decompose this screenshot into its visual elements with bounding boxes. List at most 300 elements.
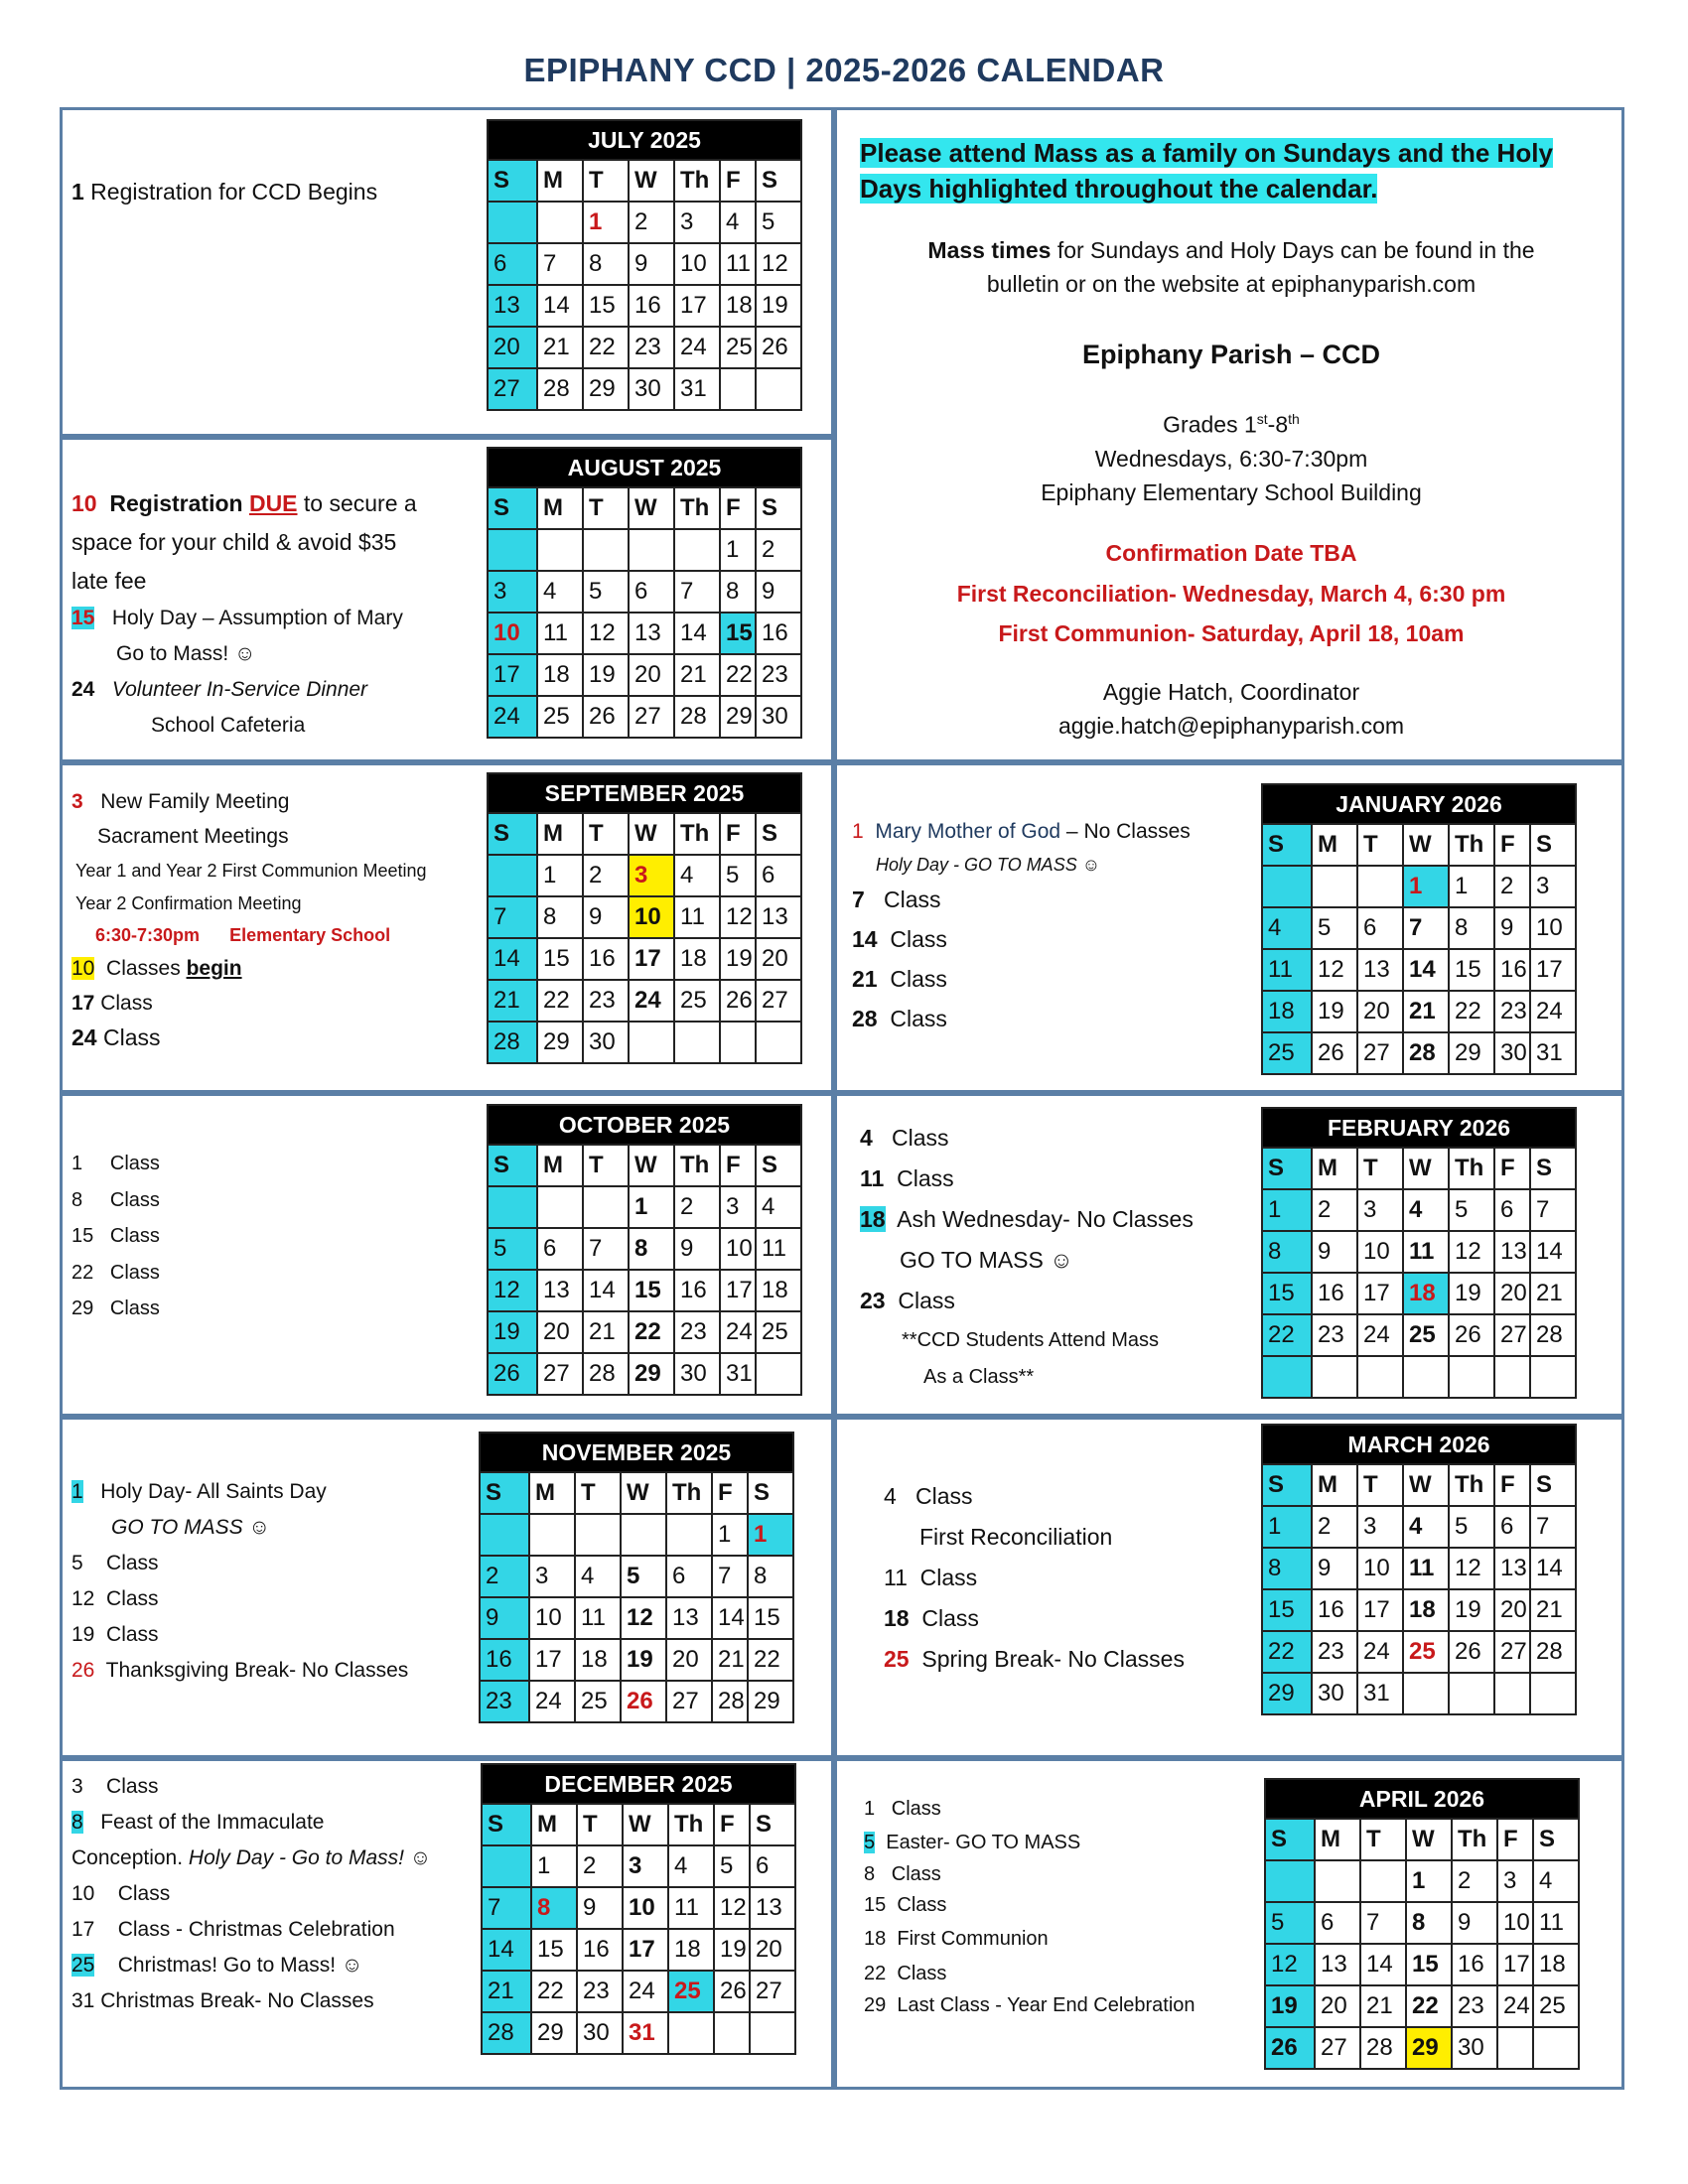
day-cell: 20 — [537, 1311, 583, 1353]
day-cell: 22 — [1449, 991, 1494, 1032]
day-cell: 13 — [488, 285, 537, 327]
day-cell: 14 — [482, 1929, 531, 1971]
day-cell: 31 — [674, 368, 720, 410]
day-cell — [720, 1022, 756, 1063]
day-cell: 17 — [674, 285, 720, 327]
day-cell: 9 — [756, 571, 801, 613]
day-cell — [674, 529, 720, 571]
weekday-header: S — [756, 487, 801, 529]
weekday-header: W — [629, 1145, 674, 1186]
day-cell: 25 — [674, 980, 720, 1022]
calendar-grid — [1261, 783, 1577, 1075]
weekday-header: S — [480, 1472, 529, 1514]
day-cell: 4 — [720, 202, 756, 243]
day-cell: 24 — [1530, 991, 1576, 1032]
day-cell: 27 — [537, 1353, 583, 1395]
day-cell: 23 — [674, 1311, 720, 1353]
day-cell: 31 — [1357, 1673, 1403, 1714]
day-cell — [1262, 1356, 1312, 1398]
october-notes: 1 Class 8 Class 15 Class 22 Class 29 Class — [71, 1153, 160, 1319]
day-cell: 7 — [1530, 1506, 1576, 1548]
weekday-header: S — [748, 1472, 793, 1514]
weekday-header: Th — [674, 1145, 720, 1186]
day-cell: 6 — [1357, 907, 1403, 949]
weekday-header: Th — [674, 160, 720, 202]
day-cell: 14 — [1360, 1944, 1406, 1985]
day-cell: 14 — [488, 938, 537, 980]
day-cell: 25 — [537, 696, 583, 738]
day-cell: 20 — [1315, 1985, 1360, 2027]
weekday-header: F — [720, 1145, 756, 1186]
day-cell: 2 — [674, 1186, 720, 1228]
day-cell: 4 — [575, 1556, 621, 1597]
day-cell: 2 — [1494, 866, 1530, 907]
day-cell: 10 — [1497, 1902, 1533, 1944]
day-cell: 14 — [1403, 949, 1449, 991]
day-cell: 20 — [629, 654, 674, 696]
day-cell: 13 — [629, 613, 674, 654]
day-cell: 9 — [583, 896, 629, 938]
day-cell — [1449, 1356, 1494, 1398]
day-cell: 30 — [1494, 1032, 1530, 1074]
day-cell: 10 — [1357, 1231, 1403, 1273]
day-cell — [529, 1514, 575, 1556]
weekday-header: F — [1497, 1819, 1533, 1860]
day-cell: 13 — [756, 896, 801, 938]
coordinator: Aggie Hatch, Coordinator aggie.hatch@epiphanyparish.com — [1057, 679, 1405, 739]
day-cell: 21 — [537, 327, 583, 368]
day-cell: 3 — [1530, 866, 1576, 907]
day-cell: 21 — [583, 1311, 629, 1353]
weekday-header: Th — [674, 487, 720, 529]
day-cell: 8 — [629, 1228, 674, 1270]
day-cell: 24 — [720, 1311, 756, 1353]
day-cell: 17 — [529, 1639, 575, 1681]
month-header: AUGUST 2025 — [488, 448, 801, 487]
day-cell: 14 — [1530, 1231, 1576, 1273]
day-cell: 20 — [488, 327, 537, 368]
day-cell: 12 — [714, 1887, 750, 1929]
page-title: EPIPHANY CCD | 2025-2026 CALENDAR — [523, 52, 1165, 88]
day-cell: 9 — [480, 1597, 529, 1639]
day-cell: 2 — [1312, 1189, 1357, 1231]
day-cell — [480, 1514, 529, 1556]
day-cell: 28 — [537, 368, 583, 410]
weekday-header: M — [1315, 1819, 1360, 1860]
day-cell: 29 — [583, 368, 629, 410]
day-cell: 12 — [1449, 1231, 1494, 1273]
day-cell: 17 — [1530, 949, 1576, 991]
day-cell: 27 — [1494, 1314, 1530, 1356]
day-cell: 3 — [623, 1845, 668, 1887]
day-cell: 10 — [720, 1228, 756, 1270]
day-cell: 3 — [1357, 1189, 1403, 1231]
month-header: JANUARY 2026 — [1262, 784, 1576, 824]
day-cell: 7 — [1403, 907, 1449, 949]
day-cell: 16 — [1494, 949, 1530, 991]
weekday-header: Th — [674, 813, 720, 855]
day-cell: 6 — [629, 571, 674, 613]
weekday-header: T — [575, 1472, 621, 1514]
weekday-header: T — [583, 160, 629, 202]
day-cell: 23 — [1312, 1631, 1357, 1673]
day-cell: 28 — [712, 1681, 748, 1722]
banner-line-2: Days highlighted throughout the calendar. — [860, 174, 1378, 204]
weekday-header: S — [482, 1804, 531, 1845]
weekday-header: S — [750, 1804, 795, 1845]
day-cell: 25 — [1403, 1631, 1449, 1673]
day-cell: 2 — [480, 1556, 529, 1597]
day-cell: 26 — [621, 1681, 666, 1722]
day-cell: 23 — [577, 1971, 623, 2012]
day-cell: 18 — [674, 938, 720, 980]
day-cell: 20 — [666, 1639, 712, 1681]
day-cell: 9 — [1312, 1231, 1357, 1273]
day-cell: 17 — [1497, 1944, 1533, 1985]
day-cell: 30 — [756, 696, 801, 738]
day-cell: 26 — [1312, 1032, 1357, 1074]
day-cell: 13 — [1315, 1944, 1360, 1985]
day-cell — [488, 529, 537, 571]
day-cell: 15 — [1449, 949, 1494, 991]
day-cell — [488, 202, 537, 243]
day-cell: 15 — [531, 1929, 577, 1971]
day-cell: 5 — [756, 202, 801, 243]
day-cell: 2 — [1312, 1506, 1357, 1548]
day-cell — [1357, 1356, 1403, 1398]
day-cell: 28 — [583, 1353, 629, 1395]
day-cell: 21 — [712, 1639, 748, 1681]
coordinator-email[interactable]: aggie.hatch@epiphanyparish.com — [1057, 713, 1405, 739]
day-cell: 25 — [575, 1681, 621, 1722]
day-cell: 25 — [720, 327, 756, 368]
day-cell: 14 — [537, 285, 583, 327]
communion-date: First Communion- Saturday, April 18, 10am — [998, 620, 1465, 646]
day-cell: 28 — [1530, 1631, 1576, 1673]
day-cell: 28 — [488, 1022, 537, 1063]
day-cell: 28 — [674, 696, 720, 738]
month-header: OCTOBER 2025 — [488, 1105, 801, 1145]
weekday-header: S — [1530, 824, 1576, 866]
day-cell: 18 — [668, 1929, 714, 1971]
day-cell: 7 — [583, 1228, 629, 1270]
weekday-header: Th — [1452, 1819, 1497, 1860]
day-cell: 16 — [629, 285, 674, 327]
weekday-header: T — [577, 1804, 623, 1845]
march-notes: 4 Class First Reconciliation 11 Class 18 Class 25 Spring Break- No Classes — [884, 1483, 1185, 1672]
weekday-header: S — [488, 813, 537, 855]
day-cell: 23 — [629, 327, 674, 368]
day-cell: 29 — [531, 2012, 577, 2054]
weekday-header: Th — [1449, 824, 1494, 866]
day-cell — [1403, 1673, 1449, 1714]
calendar-grid — [487, 447, 802, 739]
day-cell: 8 — [748, 1556, 793, 1597]
day-cell: 29 — [1449, 1032, 1494, 1074]
january-notes: 1 Mary Mother of God – No Classes Holy Day - GO TO MASS ☺ 7 Class 14 Class 21 Class 28 Class — [852, 820, 1191, 1031]
day-cell: 24 — [1357, 1314, 1403, 1356]
day-cell: 15 — [537, 938, 583, 980]
day-cell: 19 — [756, 285, 801, 327]
day-cell: 26 — [1449, 1631, 1494, 1673]
day-cell — [1497, 2027, 1533, 2069]
day-cell: 20 — [1357, 991, 1403, 1032]
day-cell: 19 — [488, 1311, 537, 1353]
weekday-header: W — [621, 1472, 666, 1514]
weekday-header: M — [537, 813, 583, 855]
day-cell: 27 — [756, 980, 801, 1022]
day-cell: 21 — [488, 980, 537, 1022]
weekday-header: F — [712, 1472, 748, 1514]
day-cell: 8 — [1262, 1231, 1312, 1273]
day-cell: 24 — [529, 1681, 575, 1722]
day-cell: 2 — [629, 202, 674, 243]
day-cell: 8 — [583, 243, 629, 285]
weekday-header: W — [1403, 824, 1449, 866]
confirmation-date: Confirmation Date TBA — [1105, 540, 1357, 566]
weekday-header: S — [1262, 1464, 1312, 1506]
weekday-header: F — [720, 487, 756, 529]
day-cell: 8 — [1262, 1548, 1312, 1589]
day-cell: 13 — [1494, 1548, 1530, 1589]
day-cell: 24 — [674, 327, 720, 368]
day-cell: 9 — [1312, 1548, 1357, 1589]
banner-line-1: Please attend Mass as a family on Sundays and the Holy — [860, 138, 1553, 168]
day-cell: 15 — [583, 285, 629, 327]
day-cell: 17 — [488, 654, 537, 696]
day-cell: 3 — [1357, 1506, 1403, 1548]
day-cell — [1494, 1356, 1530, 1398]
day-cell: 31 — [1530, 1032, 1576, 1074]
day-cell: 5 — [1449, 1189, 1494, 1231]
day-cell: 23 — [1452, 1985, 1497, 2027]
day-cell: 4 — [1403, 1506, 1449, 1548]
day-cell: 7 — [1360, 1902, 1406, 1944]
day-cell: 20 — [1494, 1273, 1530, 1314]
day-cell: 6 — [756, 855, 801, 896]
day-cell: 24 — [1497, 1985, 1533, 2027]
day-cell: 12 — [720, 896, 756, 938]
day-cell: 27 — [629, 696, 674, 738]
day-cell: 14 — [583, 1270, 629, 1311]
day-cell: 7 — [1530, 1189, 1576, 1231]
day-cell: 27 — [1494, 1631, 1530, 1673]
day-cell: 21 — [1360, 1985, 1406, 2027]
day-cell: 4 — [674, 855, 720, 896]
day-cell: 22 — [537, 980, 583, 1022]
day-cell — [537, 529, 583, 571]
day-cell: 15 — [629, 1270, 674, 1311]
day-cell: 19 — [1449, 1589, 1494, 1631]
day-cell: 26 — [720, 980, 756, 1022]
weekday-header: S — [1265, 1819, 1315, 1860]
day-cell: 12 — [583, 613, 629, 654]
day-cell: 11 — [668, 1887, 714, 1929]
weekday-header: S — [1530, 1148, 1576, 1189]
day-cell: 24 — [1357, 1631, 1403, 1673]
month-header: JULY 2025 — [488, 120, 801, 160]
weekday-header: T — [583, 487, 629, 529]
day-cell — [1312, 866, 1357, 907]
day-cell — [537, 1186, 583, 1228]
day-cell: 31 — [623, 2012, 668, 2054]
calendar-grid — [487, 119, 802, 411]
weekday-header: W — [629, 813, 674, 855]
day-cell: 12 — [756, 243, 801, 285]
mass-banner — [860, 135, 1553, 206]
day-cell: 3 — [629, 855, 674, 896]
day-cell — [488, 855, 537, 896]
weekday-header: W — [1406, 1819, 1452, 1860]
day-cell — [674, 1022, 720, 1063]
february-notes: 4 Class 11 Class 18 Ash Wednesday- No Classes GO TO MASS ☺ 23 Class **CCD Students Attend Mass As a Class** — [860, 1125, 1194, 1388]
weekday-header: W — [629, 160, 674, 202]
weekday-header: W — [623, 1804, 668, 1845]
weekday-header: S — [1262, 824, 1312, 866]
day-cell: 26 — [1449, 1314, 1494, 1356]
day-cell: 7 — [482, 1887, 531, 1929]
day-cell: 1 — [712, 1514, 748, 1556]
day-cell: 18 — [1403, 1589, 1449, 1631]
day-cell: 19 — [583, 654, 629, 696]
weekday-header: T — [1357, 1148, 1403, 1189]
day-cell: 5 — [488, 1228, 537, 1270]
day-cell: 21 — [1530, 1589, 1576, 1631]
day-cell: 22 — [720, 654, 756, 696]
day-cell: 21 — [674, 654, 720, 696]
day-cell — [1530, 1673, 1576, 1714]
weekday-header: T — [1357, 1464, 1403, 1506]
day-cell: 2 — [1452, 1860, 1497, 1902]
day-cell: 7 — [712, 1556, 748, 1597]
day-cell: 26 — [756, 327, 801, 368]
day-cell: 28 — [1403, 1032, 1449, 1074]
day-cell: 18 — [756, 1270, 801, 1311]
day-cell: 4 — [1533, 1860, 1579, 1902]
day-cell: 22 — [1262, 1631, 1312, 1673]
day-cell — [1315, 1860, 1360, 1902]
day-cell: 3 — [1497, 1860, 1533, 1902]
day-cell — [756, 1353, 801, 1395]
day-cell: 29 — [1406, 2027, 1452, 2069]
day-cell — [1494, 1673, 1530, 1714]
day-cell: 19 — [1265, 1985, 1315, 2027]
calendar-grid — [481, 1763, 796, 2055]
day-cell: 9 — [1494, 907, 1530, 949]
calendar-grid — [1261, 1424, 1577, 1715]
day-cell: 19 — [1449, 1273, 1494, 1314]
day-cell: 22 — [1406, 1985, 1452, 2027]
weekday-header: T — [583, 813, 629, 855]
weekday-header: M — [537, 160, 583, 202]
day-cell: 1 — [531, 1845, 577, 1887]
day-cell: 30 — [1452, 2027, 1497, 2069]
month-header: SEPTEMBER 2025 — [488, 773, 801, 813]
day-cell: 5 — [714, 1845, 750, 1887]
day-cell: 11 — [1262, 949, 1312, 991]
day-cell: 20 — [1494, 1589, 1530, 1631]
day-cell: 30 — [577, 2012, 623, 2054]
day-cell: 10 — [629, 896, 674, 938]
day-cell: 26 — [1265, 2027, 1315, 2069]
day-cell: 11 — [720, 243, 756, 285]
day-cell: 18 — [1262, 991, 1312, 1032]
weekday-header: F — [720, 160, 756, 202]
day-cell: 25 — [756, 1311, 801, 1353]
day-cell: 19 — [1312, 991, 1357, 1032]
day-cell: 16 — [577, 1929, 623, 1971]
day-cell: 11 — [1533, 1902, 1579, 1944]
day-cell: 31 — [720, 1353, 756, 1395]
day-cell: 27 — [1357, 1032, 1403, 1074]
day-cell: 14 — [1530, 1548, 1576, 1589]
july-notes: 1 Registration for CCD Begins — [71, 179, 378, 205]
day-cell: 11 — [1403, 1231, 1449, 1273]
day-cell — [750, 2012, 795, 2054]
day-cell: 22 — [531, 1971, 577, 2012]
day-cell: 3 — [674, 202, 720, 243]
mass-times: Mass times for Sundays and Holy Days can be found in the bulletin or on the website at epiphanyparish.com — [927, 237, 1535, 297]
day-cell — [1403, 1356, 1449, 1398]
day-cell: 22 — [629, 1311, 674, 1353]
day-cell: 10 — [674, 243, 720, 285]
day-cell: 18 — [575, 1639, 621, 1681]
day-cell: 12 — [1265, 1944, 1315, 1985]
day-cell: 1 — [1403, 866, 1449, 907]
weekday-header: T — [1357, 824, 1403, 866]
day-cell: 16 — [1452, 1944, 1497, 1985]
weekday-header: M — [537, 487, 583, 529]
day-cell: 15 — [1262, 1273, 1312, 1314]
day-cell: 19 — [714, 1929, 750, 1971]
day-cell: 15 — [720, 613, 756, 654]
day-cell: 8 — [1406, 1902, 1452, 1944]
day-cell: 10 — [529, 1597, 575, 1639]
day-cell: 15 — [1262, 1589, 1312, 1631]
day-cell: 21 — [1530, 1273, 1576, 1314]
day-cell: 27 — [488, 368, 537, 410]
weekday-header: S — [756, 1145, 801, 1186]
day-cell — [1449, 1673, 1494, 1714]
day-cell: 29 — [748, 1681, 793, 1722]
day-cell: 8 — [720, 571, 756, 613]
day-cell: 30 — [674, 1353, 720, 1395]
day-cell: 25 — [668, 1971, 714, 2012]
day-cell: 17 — [720, 1270, 756, 1311]
day-cell: 13 — [1357, 949, 1403, 991]
day-cell: 13 — [1494, 1231, 1530, 1273]
parish-name: Epiphany Parish – CCD — [1081, 340, 1381, 369]
weekday-header: M — [531, 1804, 577, 1845]
day-cell — [488, 1186, 537, 1228]
day-cell: 26 — [488, 1353, 537, 1395]
weekday-header: S — [1262, 1148, 1312, 1189]
class-details: Grades 1st-8th Wednesdays, 6:30-7:30pm Epiphany Elementary School Building — [1041, 411, 1422, 505]
day-cell: 5 — [583, 571, 629, 613]
day-cell: 23 — [1312, 1314, 1357, 1356]
day-cell: 5 — [621, 1556, 666, 1597]
weekday-header: S — [756, 813, 801, 855]
day-cell: 12 — [488, 1270, 537, 1311]
weekday-header: S — [488, 160, 537, 202]
day-cell — [1265, 1860, 1315, 1902]
weekday-header: Th — [1449, 1148, 1494, 1189]
day-cell: 16 — [756, 613, 801, 654]
day-cell: 6 — [1494, 1506, 1530, 1548]
day-cell: 26 — [583, 696, 629, 738]
day-cell: 27 — [1315, 2027, 1360, 2069]
weekday-header: S — [1530, 1464, 1576, 1506]
